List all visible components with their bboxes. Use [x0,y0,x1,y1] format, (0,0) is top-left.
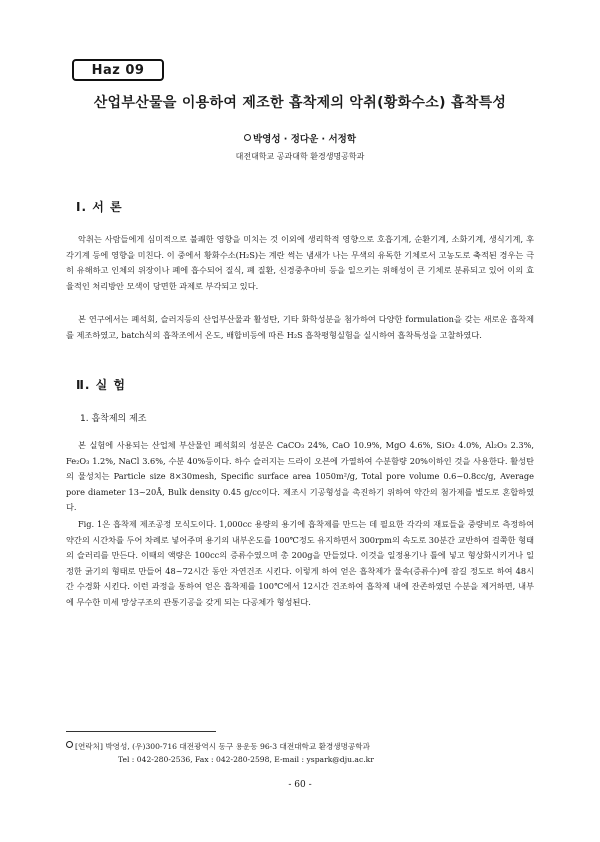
corresponding-author-icon [244,134,251,141]
intro-heading: Ⅰ. 서 론 [76,200,123,214]
page-number: - 60 - [288,780,312,790]
footnote [66,740,536,766]
experiment-paragraph-2: Fig. 1은 흡착제 제조공정 모식도이다. 1,000cc 용량의 용기에 흡착제를 만드는 데 필요한 각각의 재료들을 중량비로 측정하여 약간의 시간차를 두어 차례로 넣어주며 용기의 내부온도를 100℃정도 유지하면서 300rpm의 속도로 30분간 교반하여 걸쭉한 형태의 슬러리를 만든다. 이때의 액량은 100cc의 증류수였으며 총 200g을 만들었다. 이것을 일정용기나 틀에 넣고 형상화시키거나 일정한 굵기의 형태로 만들어 48~72시간 동안 자연건조 시킨다. 이렇게 하여 얻은 흡착제가 물속(증류수)에 잠길 정도로 하여 48시간 수경화 시킨다. 이런 과정을 통하여 얻은 흡착제를 100℃에서 12시간 건조하여 흡착제 내에 잔존하였던 수분을 제거하면, 내부에 무수한 미세 망상구조의 관통기공을 갖게 되는 다공체가 형성된다. [66,519,535,607]
experiment-heading: Ⅱ. 실 험 [76,378,127,392]
footnote-marker-icon [66,741,73,748]
intro-paragraph-2: 본 연구에서는 폐석회, 슬러지등의 산업부산물과 활성탄, 기타 화학성분을 첨가하여 다양한 formulation을 갖는 새로운 흡착제를 제조하였고, batch식의 흡착조에서 온도, 배합비등에 따른 H₂S 흡착평형실험을 실시하여 흡착특성을 고찰하였다. [66,314,534,340]
subsection-heading: 1. 흡착제의 제조 [80,414,147,424]
session-label: Haz 09 [72,59,164,81]
authors [40,131,560,145]
affiliation: 대전대학교 공과대학 환경생명공학과 [235,152,365,161]
authors-text: 박영성 · 정다운 · 서정학 [252,134,357,145]
footnote-phone-email: Tel : 042-280-2536, Fax : 042-280-2598, E-mail : yspark@dju.ac.kr [118,755,374,764]
footnote-divider [66,731,216,732]
footnote-contact: [연락처] 박영성, (우)300-716 대전광역시 동구 용운동 96-3 대전대학교 환경생명공학과 [75,742,370,751]
intro-paragraph-1: 악취는 사람들에게 심미적으로 불쾌한 영향을 미치는 것 이외에 생리학적 영향으로 호흡기계, 순환기계, 소화기계, 생식기계, 후각기계 등에 영향을 미친다. 이 중에서 황화수소(H₂S)는 계란 썩는 냄새가 나는 무색의 유독한 기체로서 고농도로 축적된 경우는 극히 유해하고 인체의 위장이나 폐에 흡수되어 질식, 폐 질환, 신경중추마비 등을 일으키는 위해성이 큰 기체로 분류되고 있어 이의 효율적인 처리방안 모색이 당면한 과제로 부각되고 있다. [66,234,534,291]
paper-title: 산업부산물을 이용하여 제조한 흡착제의 악취(황화수소) 흡착특성 [93,95,507,111]
experiment-paragraph-1: 본 실험에 사용되는 산업체 부산물인 폐석회의 성분은 CaCO₃ 24%, CaO 10.9%, MgO 4.6%, SiO₂ 4.0%, Al₂O₃ 2.3%, Fe₂O₃ 1.2%, NaCl 3.6%, 수분 40%등이다. 하수 슬러지는 드라이 오븐에 가열하여 수분함량 20%이하인 것을 사용한다. 활성탄의 물성치는 Particle size 8×30mesh, Specific surface area 1050m²/g, Total pore volume 0.6~0.8cc/g, Average pore diameter 13~20Å, Bulk density 0.45 g/cc이다. 제조시 기공형성을 촉진하기 위하여 약간의 첨가제를 별도로 혼합하였다. [66,440,534,513]
